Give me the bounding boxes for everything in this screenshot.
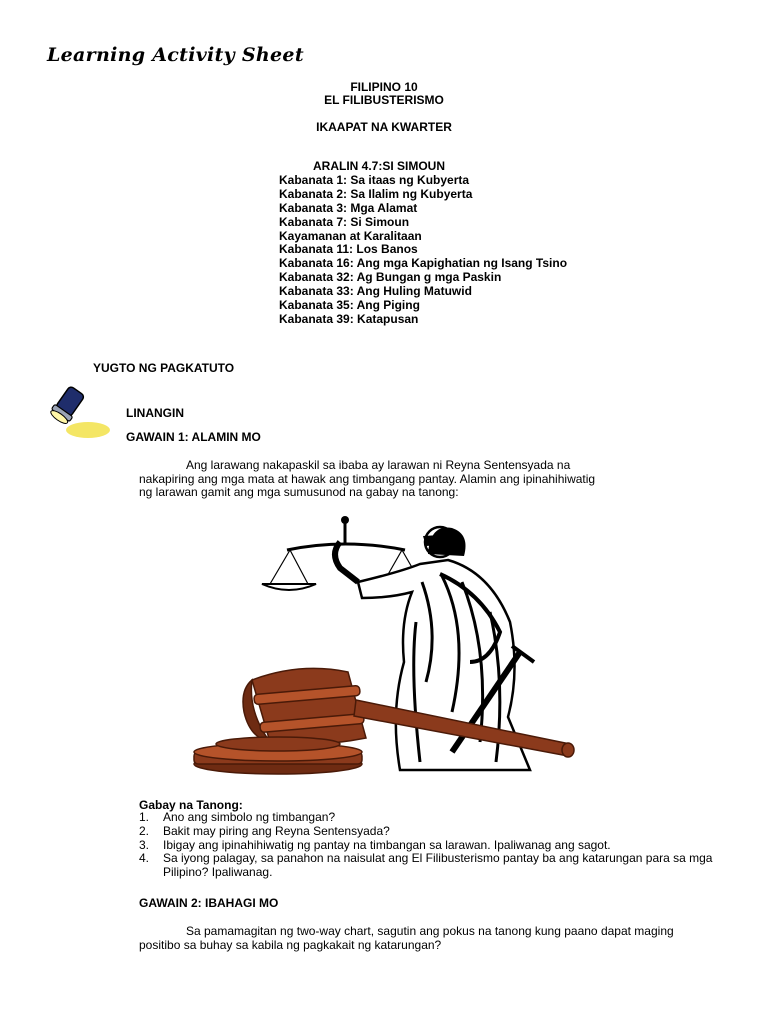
chapter-item: Kayamanan at Karalitaan bbox=[279, 228, 422, 243]
question-number: 3. bbox=[139, 837, 150, 852]
chapter-item: Kabanata 3: Mga Alamat bbox=[279, 200, 418, 215]
chapter-item: Kabanata 39: Katapusan bbox=[279, 311, 419, 326]
stage-heading: YUGTO NG PAGKATUTO bbox=[93, 361, 235, 375]
question-list bbox=[139, 811, 739, 880]
activity2-text: Sa pamamagitan ng two-way chart, sagutin ang pokus na tanong kung paano dapat maging positibo sa buhay sa kabila ng pagkakait ng katarungan? bbox=[139, 924, 674, 952]
flashlight-icon bbox=[50, 384, 112, 440]
question-text: Ibigay ang ipinahihiwatig ng pantay na timbangan sa larawan. Ipaliwanag ang sagot. bbox=[163, 837, 611, 852]
lesson-title: ARALIN 4.7:SI SIMOUN bbox=[313, 159, 446, 173]
section-label: LINANGIN bbox=[126, 406, 184, 420]
justice-gavel-illustration bbox=[190, 512, 580, 778]
question-number: 2. bbox=[139, 823, 150, 838]
novel-heading: EL FILIBUSTERISMO bbox=[324, 93, 444, 107]
list-item bbox=[139, 839, 739, 853]
chapter-item: Kabanata 7: Si Simoun bbox=[279, 214, 410, 229]
chapter-item: Kabanata 11: Los Banos bbox=[279, 242, 418, 257]
guide-title: Gabay na Tanong: bbox=[139, 798, 243, 812]
question-number: 1. bbox=[139, 810, 150, 824]
chapter-item: Kabanata 1: Sa itaas ng Kubyerta bbox=[279, 172, 470, 187]
chapter-item: Kabanata 2: Sa Ilalim ng Kubyerta bbox=[279, 186, 473, 201]
quarter-heading: IKAAPAT NA KWARTER bbox=[316, 120, 452, 134]
question-number: 4. bbox=[139, 851, 150, 866]
chapter-item: Kabanata 33: Ang Huling Matuwid bbox=[279, 284, 472, 299]
question-text: Ano ang simbolo ng timbangan? bbox=[163, 810, 336, 824]
chapter-item: Kabanata 16: Ang mga Kapighatian ng Isang Tsino bbox=[279, 256, 568, 271]
list-item bbox=[139, 825, 739, 839]
question-text: Bakit may piring ang Reyna Sentensyada? bbox=[163, 823, 390, 838]
activity1-text: Ang larawang nakapaskil sa ibaba ay larawan ni Reyna Sentensyada na nakapiring ang mga mata at hawak ang timbangang pantay. Alamin ang ipinahihiwatig ng larawan gamit ang mga sumusunod na gabay na tanong: bbox=[139, 458, 596, 499]
chapter-item: Kabanata 35: Ang Piging bbox=[279, 298, 420, 313]
activity1-title: GAWAIN 1: ALAMIN MO bbox=[126, 430, 261, 444]
question-text: Sa iyong palagay, sa panahon na naisulat ang El Filibusterismo pantay ba ang katarungan para sa mga Pilipino? Ipaliwanag. bbox=[163, 851, 713, 880]
subject-heading: FILIPINO 10 bbox=[350, 80, 418, 94]
activity2-title: GAWAIN 2: IBAHAGI MO bbox=[139, 896, 279, 910]
list-item bbox=[139, 811, 739, 825]
chapter-item: Kabanata 32: Ag Bungan g mga Paskin bbox=[279, 270, 502, 285]
sheet-title: Learning Activity Sheet bbox=[47, 44, 304, 66]
list-item bbox=[139, 852, 739, 880]
lesson-block bbox=[279, 160, 567, 327]
